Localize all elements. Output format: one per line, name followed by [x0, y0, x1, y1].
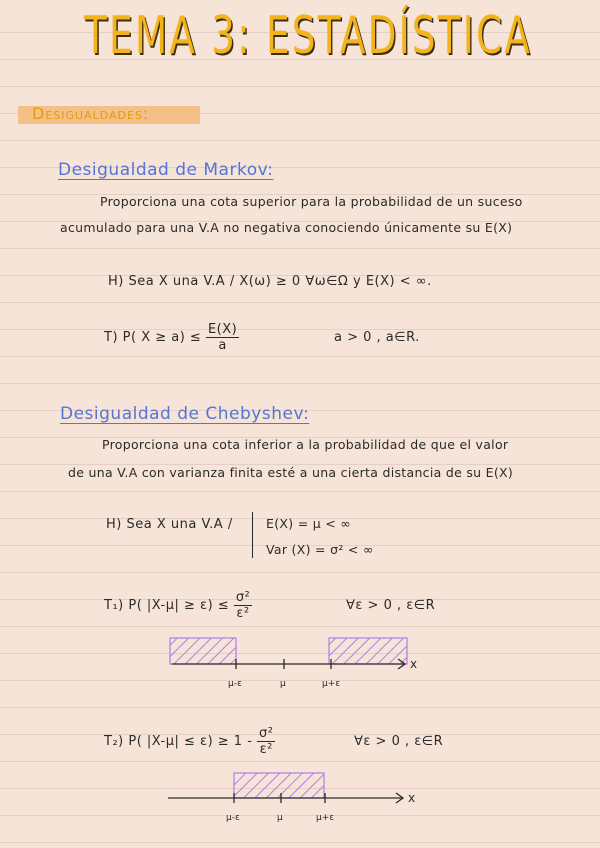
chebyshev-hypothesis-variance: Var (X) = σ² < ∞ [266, 542, 374, 557]
label-minus-2: μ-ε [226, 813, 240, 823]
axis-label-x-2: x [408, 791, 416, 805]
label-mu-1: μ [280, 679, 286, 689]
hatched-center-region [234, 773, 324, 798]
chebyshev-thesis-1-numerator: σ² [235, 590, 251, 605]
chebyshev-thesis-2-condition: ∀ε > 0 , ε∈R [354, 734, 444, 749]
chebyshev-thesis-1-denominator: ε² [236, 606, 250, 621]
hatched-right-region [329, 638, 407, 664]
markov-fraction-denominator: a [218, 338, 227, 353]
hatched-left-region [170, 638, 236, 664]
chebyshev-description-line2: de una V.A con varianza finita esté a una cierta distancia de su E(X) [68, 465, 514, 480]
chebyshev-hypothesis-mean: E(X) = μ < ∞ [266, 516, 352, 531]
label-plus-2: μ+ε [316, 813, 335, 823]
chebyshev-thesis-2-left: T₂) P( |X-μ| ≤ ε) ≥ 1 - [104, 734, 253, 749]
chebyshev-hypothesis: H) Sea X una V.A / [106, 517, 233, 532]
chebyshev-thesis-1-left: T₁) P( |X-μ| ≥ ε) ≤ [104, 598, 230, 613]
markov-description-line1: Proporciona una cota superior para la probabilidad de un suceso [100, 194, 523, 209]
markov-description-line2: acumulado para una V.A no negativa conociendo únicamente su E(X) [60, 220, 513, 235]
markov-thesis-condition: a > 0 , a∈R. [334, 330, 420, 345]
chebyshev-thesis-2-numerator: σ² [259, 726, 274, 741]
page-title: TEMA 3: ESTADÍSTICA [83, 6, 533, 66]
chebyshev-thesis-1-condition: ∀ε > 0 , ε∈R [346, 598, 436, 613]
label-mu-2: μ [277, 813, 283, 823]
markov-hypothesis: H) Sea X una V.A / X(ω) ≥ 0 ∀ω∈Ω y E(X) < ∞. [108, 274, 432, 289]
label-plus-1: μ+ε [322, 679, 341, 689]
chebyshev-thesis-2-denominator: ε² [259, 742, 273, 757]
markov-fraction-numerator: E(X) [207, 322, 238, 337]
markov-thesis-left: T) P( X ≥ a) ≤ [104, 330, 202, 345]
section-heading: Desigualdades: [32, 104, 150, 123]
label-minus-1: μ-ε [228, 679, 242, 689]
chebyshev-description-line1: Proporciona una cota inferior a la probabilidad de que el valor [102, 437, 509, 452]
markov-heading: Desigualdad de Markov: [58, 160, 274, 180]
axis-label-x-1: x [410, 657, 418, 671]
chebyshev-heading: Desigualdad de Chebyshev: [60, 404, 310, 424]
